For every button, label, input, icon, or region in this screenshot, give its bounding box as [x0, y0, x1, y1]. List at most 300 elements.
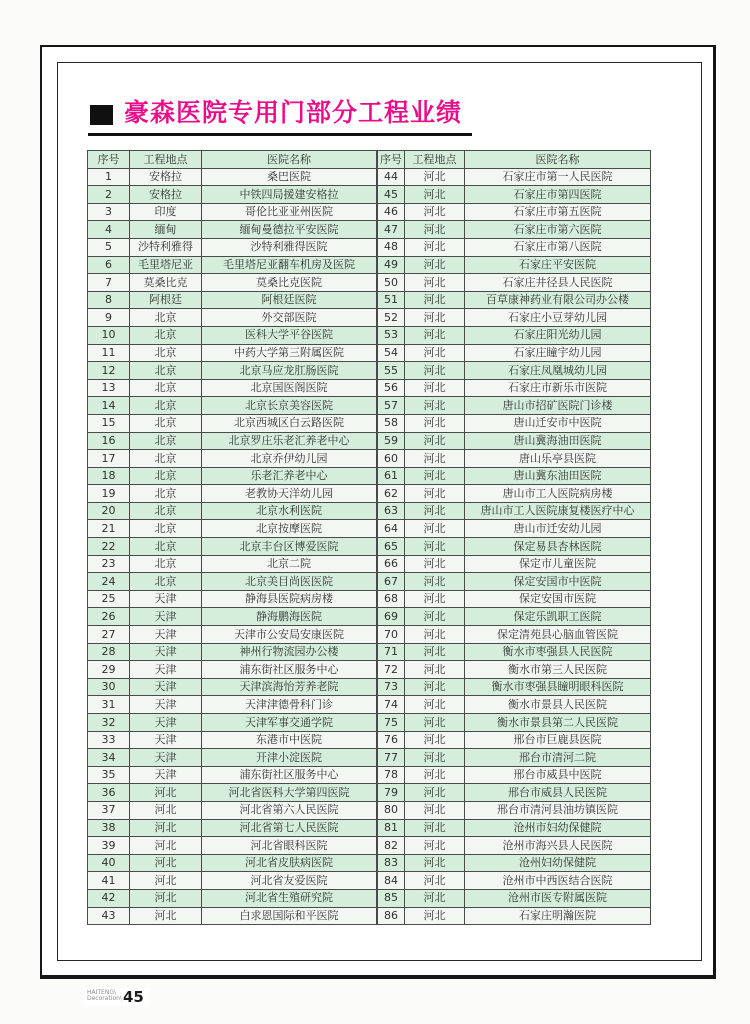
row-number-cell: 19	[88, 485, 130, 503]
hospital-name-cell: 天津滨海怡芳养老院	[202, 678, 377, 696]
row-number-cell: 64	[378, 520, 405, 538]
row-number-cell: 20	[88, 502, 130, 520]
location-cell: 河北	[130, 889, 202, 907]
hospital-name-cell: 哥伦比亚亚州医院	[202, 203, 377, 221]
hospital-name-cell: 浦东街社区服务中心	[202, 661, 377, 679]
row-number-cell: 23	[88, 555, 130, 573]
row-number-cell: 47	[378, 221, 405, 239]
hospital-name-cell: 莫桑比克医院	[202, 274, 377, 292]
location-cell: 天津	[130, 766, 202, 784]
hospital-name-cell: 北京长京美容医院	[202, 397, 377, 415]
table-row	[88, 397, 377, 415]
row-number-cell: 17	[88, 450, 130, 468]
table-row	[378, 801, 651, 819]
row-number-cell: 27	[88, 626, 130, 644]
table-row	[88, 626, 377, 644]
location-cell: 河北	[405, 485, 465, 503]
location-cell: 河北	[405, 467, 465, 485]
location-cell: 河北	[405, 608, 465, 626]
location-cell: 天津	[130, 714, 202, 732]
hospital-name-cell: 老教协天洋幼儿园	[202, 485, 377, 503]
location-cell: 河北	[130, 801, 202, 819]
row-number-cell: 9	[88, 309, 130, 327]
location-cell: 北京	[130, 326, 202, 344]
location-cell: 河北	[405, 555, 465, 573]
hospital-name-cell: 缅甸曼德拉平安医院	[202, 221, 377, 239]
table-row	[378, 274, 651, 292]
row-number-cell: 10	[88, 326, 130, 344]
row-number-cell: 73	[378, 678, 405, 696]
hospital-name-cell: 唐山市工人医院康复楼医疗中心	[465, 502, 651, 520]
location-cell: 河北	[405, 801, 465, 819]
table-row	[378, 291, 651, 309]
hospital-name-cell: 石家庄井径县人民医院	[465, 274, 651, 292]
row-number-cell: 38	[88, 819, 130, 837]
location-cell: 北京	[130, 344, 202, 362]
hospital-name-cell: 天津军事交通学院	[202, 714, 377, 732]
table-row	[88, 784, 377, 802]
location-cell: 河北	[405, 432, 465, 450]
location-cell: 天津	[130, 731, 202, 749]
hospital-name-cell: 衡水市枣强县人民医院	[465, 643, 651, 661]
hospital-name-cell: 唐山市招矿医院门诊楼	[465, 397, 651, 415]
row-number-cell: 63	[378, 502, 405, 520]
location-cell: 北京	[130, 362, 202, 380]
page-title: 豪森医院专用门部分工程业绩	[124, 98, 463, 127]
row-number-cell: 24	[88, 573, 130, 591]
hospital-name-cell: 神州行物流园办公楼	[202, 643, 377, 661]
hospital-name-cell: 唐山冀东油田医院	[465, 467, 651, 485]
page-footer	[85, 988, 149, 1006]
table-row	[378, 238, 651, 256]
table-row	[88, 590, 377, 608]
hospital-name-cell: 邢台市清河二院	[465, 749, 651, 767]
table-row	[88, 432, 377, 450]
hospital-name-cell: 天津市公安局安康医院	[202, 626, 377, 644]
row-number-cell: 29	[88, 661, 130, 679]
location-cell: 河北	[405, 344, 465, 362]
location-cell: 北京	[130, 397, 202, 415]
location-cell: 北京	[130, 414, 202, 432]
row-number-cell: 74	[378, 696, 405, 714]
brand-line-1: HAITENG\	[87, 989, 117, 996]
location-cell: 河北	[405, 379, 465, 397]
location-cell: 河北	[405, 872, 465, 890]
row-number-cell: 41	[88, 872, 130, 890]
table-row	[88, 573, 377, 591]
location-cell: 河北	[405, 168, 465, 186]
row-number-cell: 18	[88, 467, 130, 485]
location-cell: 阿根廷	[130, 291, 202, 309]
hospital-name-cell: 白求恩国际和平医院	[202, 907, 377, 925]
row-number-cell: 78	[378, 766, 405, 784]
hospital-name-cell: 开津小淀医院	[202, 749, 377, 767]
location-cell: 北京	[130, 520, 202, 538]
location-cell: 河北	[405, 414, 465, 432]
table-row	[378, 837, 651, 855]
row-number-cell: 65	[378, 538, 405, 556]
row-number-cell: 68	[378, 590, 405, 608]
hospital-name-cell: 保定市儿童医院	[465, 555, 651, 573]
hospital-name-cell: 浦东街社区服务中心	[202, 766, 377, 784]
hospital-name-cell: 河北省眼科医院	[202, 837, 377, 855]
location-cell: 安格拉	[130, 186, 202, 204]
table-row	[88, 186, 377, 204]
row-number-cell: 62	[378, 485, 405, 503]
row-number-cell: 50	[378, 274, 405, 292]
location-cell: 天津	[130, 749, 202, 767]
table-row	[88, 555, 377, 573]
row-number-cell: 4	[88, 221, 130, 239]
column-header: 工程地点	[130, 151, 202, 169]
brand-line-2: Decoration\	[87, 995, 122, 1002]
hospital-name-cell: 沧州市海兴县人民医院	[465, 837, 651, 855]
location-cell: 河北	[405, 256, 465, 274]
row-number-cell: 37	[88, 801, 130, 819]
location-cell: 河北	[405, 837, 465, 855]
location-cell: 河北	[405, 309, 465, 327]
row-number-cell: 48	[378, 238, 405, 256]
location-cell: 河北	[405, 450, 465, 468]
row-number-cell: 22	[88, 538, 130, 556]
hospital-name-cell: 邢台市巨鹿县医院	[465, 731, 651, 749]
title-bullet-square	[90, 105, 113, 125]
hospital-name-cell: 保定易县杏林医院	[465, 538, 651, 556]
hospital-name-cell: 外交部医院	[202, 309, 377, 327]
location-cell: 河北	[405, 766, 465, 784]
row-number-cell: 81	[378, 819, 405, 837]
location-cell: 北京	[130, 573, 202, 591]
table-row	[88, 714, 377, 732]
hospital-name-cell: 毛里塔尼亚翻车机房及医院	[202, 256, 377, 274]
row-number-cell: 57	[378, 397, 405, 415]
hospital-name-cell: 静海鹏海医院	[202, 608, 377, 626]
table-row	[378, 397, 651, 415]
row-number-cell: 53	[378, 326, 405, 344]
row-number-cell: 26	[88, 608, 130, 626]
row-number-cell: 16	[88, 432, 130, 450]
table-row	[378, 256, 651, 274]
row-number-cell: 7	[88, 274, 130, 292]
hospital-name-cell: 乐老汇养老中心	[202, 467, 377, 485]
hospital-name-cell: 邢台市威县人民医院	[465, 784, 651, 802]
table-row	[88, 766, 377, 784]
hospital-name-cell: 北京西城区白云路医院	[202, 414, 377, 432]
row-number-cell: 6	[88, 256, 130, 274]
hospital-name-cell: 石家庄市第八医院	[465, 238, 651, 256]
hospital-name-cell: 阿根廷医院	[202, 291, 377, 309]
table-row	[88, 643, 377, 661]
location-cell: 河北	[405, 678, 465, 696]
hospital-name-cell: 石家庄小豆芽幼儿园	[465, 309, 651, 327]
table-row	[88, 362, 377, 380]
table-row	[378, 344, 651, 362]
row-number-cell: 31	[88, 696, 130, 714]
hospital-name-cell: 唐山迁安市中医院	[465, 414, 651, 432]
hospital-name-cell: 石家庄瞳宇幼儿园	[465, 344, 651, 362]
hospital-name-cell: 石家庄市第六医院	[465, 221, 651, 239]
row-number-cell: 84	[378, 872, 405, 890]
hospital-name-cell: 北京二院	[202, 555, 377, 573]
hospital-name-cell: 北京水利医院	[202, 502, 377, 520]
hospital-name-cell: 北京乔伊幼儿园	[202, 450, 377, 468]
table-row	[378, 432, 651, 450]
location-cell: 河北	[405, 731, 465, 749]
location-cell: 河北	[405, 907, 465, 925]
hospital-name-cell: 北京国医阁医院	[202, 379, 377, 397]
row-number-cell: 80	[378, 801, 405, 819]
hospital-name-cell: 唐山市迁安幼儿园	[465, 520, 651, 538]
table-row	[88, 291, 377, 309]
location-cell: 天津	[130, 696, 202, 714]
hospital-name-cell: 河北省生殖研究院	[202, 889, 377, 907]
location-cell: 河北	[405, 626, 465, 644]
table-row	[88, 450, 377, 468]
hospital-name-cell: 百草康神药业有限公司办公楼	[465, 291, 651, 309]
row-number-cell: 1	[88, 168, 130, 186]
table-row	[378, 661, 651, 679]
hospital-name-cell: 衡水市景县第二人民医院	[465, 714, 651, 732]
table-row	[378, 362, 651, 380]
hospital-name-cell: 石家庄凤凰城幼儿园	[465, 362, 651, 380]
hospital-name-cell: 北京马应龙肛肠医院	[202, 362, 377, 380]
row-number-cell: 13	[88, 379, 130, 397]
hospital-name-cell: 唐山冀海油田医院	[465, 432, 651, 450]
hospital-name-cell: 河北省第六人民医院	[202, 801, 377, 819]
location-cell: 河北	[405, 502, 465, 520]
projects-tables	[87, 150, 651, 925]
table-row	[88, 872, 377, 890]
row-number-cell: 52	[378, 309, 405, 327]
table-row	[88, 749, 377, 767]
location-cell: 安格拉	[130, 168, 202, 186]
table-row	[378, 749, 651, 767]
row-number-cell: 59	[378, 432, 405, 450]
table-row	[378, 309, 651, 327]
table-row	[88, 696, 377, 714]
location-cell: 河北	[130, 819, 202, 837]
hospital-name-cell: 衡水市枣强县瞳明眼科医院	[465, 678, 651, 696]
location-cell: 河北	[405, 221, 465, 239]
table-row	[88, 819, 377, 837]
location-cell: 北京	[130, 450, 202, 468]
table-row	[88, 379, 377, 397]
hospital-name-cell: 河北省第七人民医院	[202, 819, 377, 837]
table-row	[378, 538, 651, 556]
hospital-name-cell: 衡水市景县人民医院	[465, 696, 651, 714]
row-number-cell: 44	[378, 168, 405, 186]
row-number-cell: 36	[88, 784, 130, 802]
hospital-name-cell: 石家庄市第四医院	[465, 186, 651, 204]
hospital-name-cell: 沧州市妇幼保健院	[465, 819, 651, 837]
row-number-cell: 12	[88, 362, 130, 380]
location-cell: 天津	[130, 678, 202, 696]
table-row	[378, 186, 651, 204]
row-number-cell: 45	[378, 186, 405, 204]
table-row	[88, 467, 377, 485]
table-row	[88, 731, 377, 749]
row-number-cell: 42	[88, 889, 130, 907]
table-row	[88, 837, 377, 855]
location-cell: 河北	[405, 819, 465, 837]
page-inner-frame	[57, 62, 702, 961]
row-number-cell: 33	[88, 731, 130, 749]
table-row	[378, 450, 651, 468]
hospital-name-cell: 石家庄明瀚医院	[465, 907, 651, 925]
table-row	[88, 309, 377, 327]
column-header: 序号	[378, 151, 405, 169]
row-number-cell: 71	[378, 643, 405, 661]
location-cell: 北京	[130, 555, 202, 573]
location-cell: 河北	[405, 661, 465, 679]
location-cell: 北京	[130, 467, 202, 485]
hospital-name-cell: 天津津德骨科门诊	[202, 696, 377, 714]
location-cell: 天津	[130, 608, 202, 626]
location-cell: 河北	[405, 397, 465, 415]
row-number-cell: 85	[378, 889, 405, 907]
hospital-name-cell: 保定安国市医院	[465, 590, 651, 608]
hospital-name-cell: 保定乐凯职工医院	[465, 608, 651, 626]
page-number: 45	[122, 988, 144, 1006]
table-row	[88, 238, 377, 256]
table-row	[88, 168, 377, 186]
table-row	[88, 414, 377, 432]
row-number-cell: 40	[88, 854, 130, 872]
row-number-cell: 54	[378, 344, 405, 362]
location-cell: 天津	[130, 626, 202, 644]
hospital-name-cell: 河北省医科大学第四医院	[202, 784, 377, 802]
table-row	[88, 678, 377, 696]
table-row	[378, 678, 651, 696]
row-number-cell: 66	[378, 555, 405, 573]
hospital-name-cell: 医科大学平谷医院	[202, 326, 377, 344]
row-number-cell: 3	[88, 203, 130, 221]
hospital-name-cell: 北京按摩医院	[202, 520, 377, 538]
header-row	[378, 151, 651, 169]
row-number-cell: 25	[88, 590, 130, 608]
location-cell: 北京	[130, 309, 202, 327]
location-cell: 河北	[405, 784, 465, 802]
table-row	[378, 907, 651, 925]
table-row	[378, 696, 651, 714]
row-number-cell: 15	[88, 414, 130, 432]
hospital-name-cell: 桑巴医院	[202, 168, 377, 186]
location-cell: 毛里塔尼亚	[130, 256, 202, 274]
hospital-name-cell: 沙特利雅得医院	[202, 238, 377, 256]
hospital-name-cell: 唐山市工人医院病房楼	[465, 485, 651, 503]
table-row	[378, 731, 651, 749]
hospital-name-cell: 邢台市威县中医院	[465, 766, 651, 784]
row-number-cell: 43	[88, 907, 130, 925]
row-number-cell: 67	[378, 573, 405, 591]
row-number-cell: 58	[378, 414, 405, 432]
row-number-cell: 69	[378, 608, 405, 626]
table-row	[378, 168, 651, 186]
location-cell: 北京	[130, 485, 202, 503]
table-row	[378, 379, 651, 397]
row-number-cell: 55	[378, 362, 405, 380]
location-cell: 天津	[130, 643, 202, 661]
hospital-name-cell: 东港市中医院	[202, 731, 377, 749]
row-number-cell: 83	[378, 854, 405, 872]
column-header: 医院名称	[202, 151, 377, 169]
location-cell: 天津	[130, 590, 202, 608]
location-cell: 莫桑比克	[130, 274, 202, 292]
table-row	[378, 502, 651, 520]
location-cell: 河北	[405, 291, 465, 309]
table-row	[378, 784, 651, 802]
location-cell: 河北	[405, 889, 465, 907]
location-cell: 河北	[405, 520, 465, 538]
table-row	[378, 626, 651, 644]
projects-table-right	[377, 150, 651, 925]
table-row	[88, 889, 377, 907]
row-number-cell: 35	[88, 766, 130, 784]
row-number-cell: 72	[378, 661, 405, 679]
row-number-cell: 2	[88, 186, 130, 204]
column-header: 序号	[88, 151, 130, 169]
location-cell: 缅甸	[130, 221, 202, 239]
table-row	[88, 801, 377, 819]
hospital-name-cell: 沧州妇幼保健院	[465, 854, 651, 872]
hospital-name-cell: 保定安国市中医院	[465, 573, 651, 591]
location-cell: 河北	[130, 784, 202, 802]
hospital-name-cell: 石家庄市第五医院	[465, 203, 651, 221]
location-cell: 河北	[405, 362, 465, 380]
hospital-name-cell: 河北省友爱医院	[202, 872, 377, 890]
table-row	[378, 714, 651, 732]
location-cell: 河北	[405, 643, 465, 661]
location-cell: 河北	[405, 326, 465, 344]
row-number-cell: 46	[378, 203, 405, 221]
projects-table-left	[87, 150, 377, 925]
hospital-name-cell: 北京美目尚医医院	[202, 573, 377, 591]
location-cell: 沙特利雅得	[130, 238, 202, 256]
row-number-cell: 34	[88, 749, 130, 767]
table-row	[88, 256, 377, 274]
row-number-cell: 30	[88, 678, 130, 696]
table-row	[88, 608, 377, 626]
table-row	[88, 221, 377, 239]
column-header: 工程地点	[405, 151, 465, 169]
table-row	[378, 467, 651, 485]
table-row	[378, 608, 651, 626]
location-cell: 河北	[130, 837, 202, 855]
table-row	[88, 854, 377, 872]
table-row	[378, 555, 651, 573]
hospital-name-cell: 沧州市医专附属医院	[465, 889, 651, 907]
table-row	[88, 274, 377, 292]
table-row	[88, 661, 377, 679]
table-row	[88, 203, 377, 221]
table-row	[88, 502, 377, 520]
table-row	[88, 344, 377, 362]
location-cell: 河北	[405, 714, 465, 732]
table-row	[378, 414, 651, 432]
location-cell: 北京	[130, 379, 202, 397]
location-cell: 河北	[405, 573, 465, 591]
row-number-cell: 86	[378, 907, 405, 925]
table-row	[378, 872, 651, 890]
hospital-name-cell: 邢台市清河县油坊镇医院	[465, 801, 651, 819]
location-cell: 河北	[405, 238, 465, 256]
row-number-cell: 49	[378, 256, 405, 274]
table-row	[378, 326, 651, 344]
hospital-name-cell: 中药大学第三附属医院	[202, 344, 377, 362]
table-row	[88, 538, 377, 556]
table-row	[88, 907, 377, 925]
row-number-cell: 5	[88, 238, 130, 256]
